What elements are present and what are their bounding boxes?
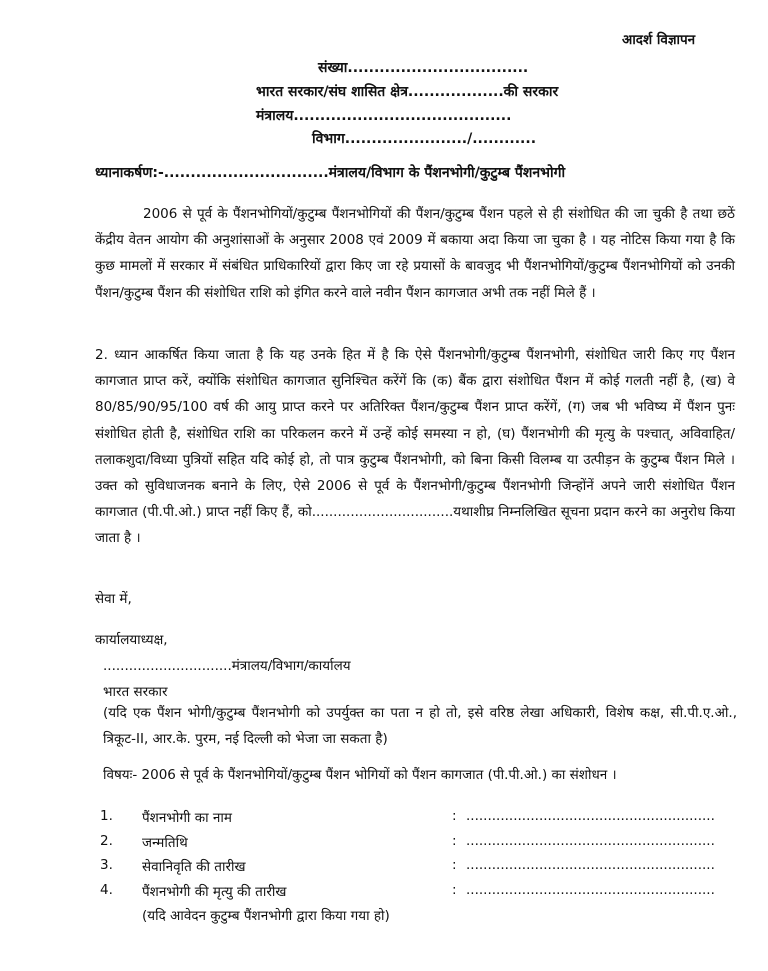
subject-line: विषयः- 2006 से पूर्व के पैंशनभोगियों/कुटुम्ब पैंशन भोगियों को पैंशन कागजात (पी.पी.ओ.) का संशोधन ।	[103, 767, 617, 783]
row-blank-field[interactable]: ..........................................................	[466, 808, 715, 824]
paragraph-2: 2. ध्यान आकर्षित किया जाता है कि यह उनके हित में है कि ऐसे पैंशनभोगी/कुटुम्ब पैंशनभोगी, संशोधित जारी किए गए पैंशन कागजात प्राप्त करें, क्योंकि संशोधित कागजात सुनिश्चित करेंगें कि (क) बैंक द्वारा संशोधित पैंशन में कोई गलती नहीं है, (ख) वे 80/85/90/95/100 वर्ष की आयु प्राप्त करने पर अतिरिक्त पैंशन/कुटुम्ब पैंशन प्राप्त करेंगें, (ग) जब भी भविष्य में पैंशन पुनः संशोधित होती है, संशोधित राशि का परिकलन करने में उन्हें कोई समस्या न हो, (घ) पैंशनभोगी की मृत्यु के पश्चात्, अविवाहित/तलाकशुदा/विध्या पुत्रियों सहित यदि कोई हो, तो पात्र कुटुम्ब पैंशनभोगी, को बिना किसी विलम्ब या उत्पीड़न के कुटुम्ब पैंशन मिले । उक्त को सुविधाजनक बनाने के लिए, ऐसे 2006 से पूर्व के पैंशनभोगी/कुटुम्ब पैंशनभोगी जिन्होंनें अपने जारी संशोधित पैंशन कागजात (पी.पी.ओ.) प्राप्त नहीं किए हैं, को.................................यथाशीघ्र निम्नलिखित सूचना प्रदान करने का अनुरोध किया जाता है ।	[95, 347, 735, 547]
row-number: 2.	[100, 833, 113, 849]
row-4-note: (यदि आवेदन कुटुम्ब पैंशनभोगी द्वारा किया गया हो)	[142, 908, 390, 924]
address-note: (यदि एक पैंशन भोगी/कुटुम्ब पैंशनभोगी को उपर्युक्त का पता न हो तो, इसे वरिष्ठ लेखा अधिकारी, विशेष कक्ष, सी.पी.ए.ओ., त्रिकूट-II, आर.के. पुरम, नई दिल्ली को भेजा जा सकता है)	[103, 705, 737, 748]
row-label: पैंशनभोगी की मृत्यु की तारीख	[142, 884, 287, 900]
row-number: 4.	[100, 882, 113, 898]
row-label: पैंशनभोगी का नाम	[142, 810, 232, 826]
form-row-date-of-death	[100, 882, 740, 904]
row-colon: :	[452, 808, 457, 824]
form-row-pensioner-name	[100, 808, 740, 830]
header-department-line: विभाग......................./............	[312, 131, 537, 147]
row-label: जन्मतिथि	[142, 835, 188, 851]
row-colon: :	[452, 882, 457, 898]
row-colon: :	[452, 833, 457, 849]
row-number: 1.	[100, 808, 113, 824]
form-row-date-of-birth	[100, 833, 740, 855]
addressee-govt: भारत सरकार	[103, 684, 168, 700]
salutation: सेवा में,	[95, 591, 132, 607]
row-colon: :	[452, 857, 457, 873]
header-number-line: संख्या..................................	[318, 60, 529, 76]
form-row-retirement-date	[100, 857, 740, 879]
addressee-office-head: कार्यालयाध्यक्ष,	[95, 632, 168, 648]
row-blank-field[interactable]: ..........................................................	[466, 882, 715, 898]
attention-line: ध्यानाकर्षण:-...............................मंत्रालय/विभाग के पैंशनभोगी/कुटुम्ब पैंशनभोगी	[95, 165, 566, 181]
row-number: 3.	[100, 857, 113, 873]
document-tag: आदर्श विज्ञापन	[622, 32, 696, 48]
paragraph-1: 2006 से पूर्व के पैंशनभोगियों/कुटुम्ब पैंशनभोगियों की पैंशन/कुटुम्ब पैंशन पहले से ही संशोधित की जा चुकी है तथा छठें केंद्रीय वेतन आयोग की अनुशांसाओं के अनुसार 2008 एवं 2009 में बकाया अदा किया जा चुका है । यह नोटिस किया गया है कि कुछ मामलों में सरकार में संबंधित प्राधिकारियों द्वारा किए जा रहे प्रयासों के बावजुद भी पैंशनभोगियों/कुटुम्ब पैंशनभोगियों को उनकी पैंशन/कुटुम्ब पैंशन की संशोधित राशि को इंगित करने वाले नवीन पैंशन कागजात अभी तक नहीं मिले हैं ।	[95, 206, 735, 301]
row-label: सेवानिवृति की तारीख	[142, 859, 246, 875]
addressee-ministry: ..............................मंत्रालय/विभाग/कार्यालय	[103, 658, 351, 674]
header-ministry-line: मंत्रालय.........................................	[256, 108, 512, 124]
row-blank-field[interactable]: ..........................................................	[466, 833, 715, 849]
row-blank-field[interactable]: ..........................................................	[466, 857, 715, 873]
header-govt-line: भारत सरकार/संघ शासित क्षेत्र..................की सरकार	[256, 84, 559, 100]
